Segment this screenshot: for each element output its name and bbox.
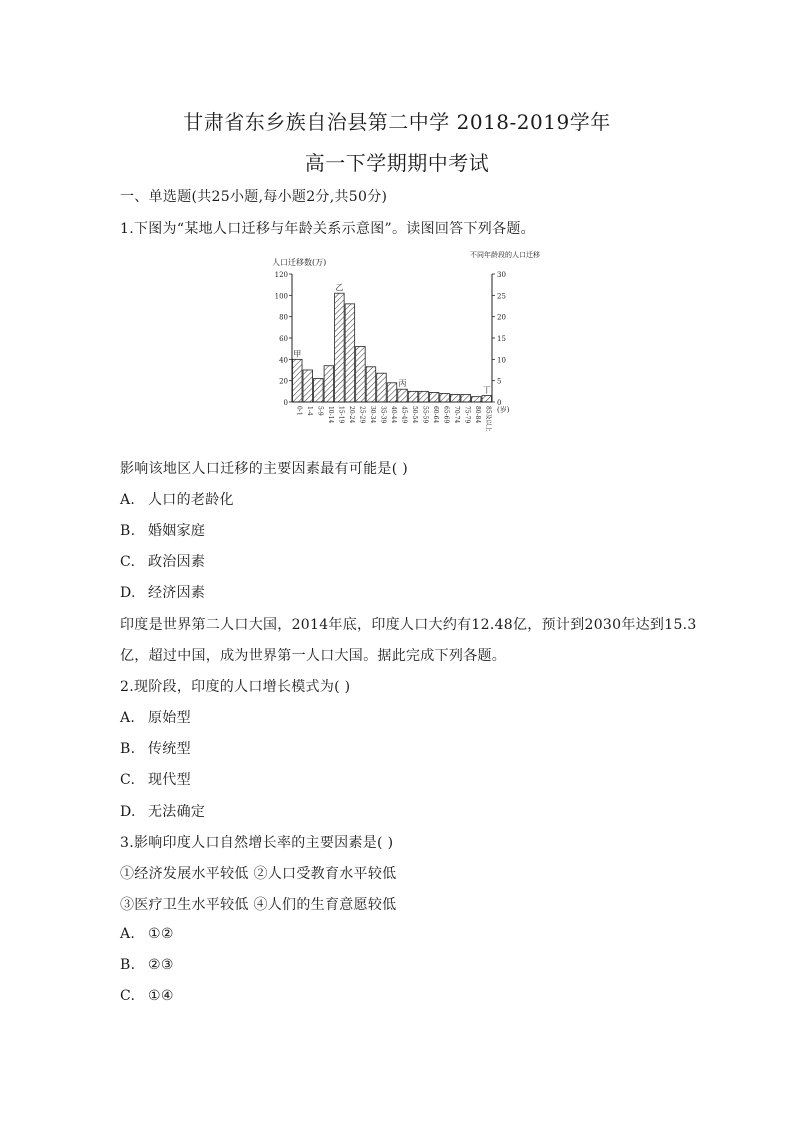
option-text: 原始型 <box>148 710 191 726</box>
chart-bar <box>345 304 355 402</box>
chart-left-tick-label: 60 <box>279 335 288 343</box>
chart-bar <box>293 359 303 402</box>
chart-annotation: 丁 <box>482 385 491 395</box>
chart-category-label: 25-29 <box>358 406 366 424</box>
chart-bar <box>450 395 460 402</box>
chart-left-tick-label: 80 <box>279 313 288 322</box>
chart-bar <box>440 393 450 402</box>
q1-option-c[interactable] <box>120 551 205 571</box>
option-text: 无法确定 <box>148 804 206 820</box>
option-text: 经济因素 <box>148 585 206 601</box>
chart-category-label: 0-1 <box>295 406 303 416</box>
chart-bar <box>387 383 397 402</box>
option-text: 人口的老龄化 <box>148 492 234 508</box>
chart-annotation: 丙 <box>398 379 407 389</box>
option-letter: B. <box>120 741 136 757</box>
exam-title-line1: 甘肃省东乡族自治县第二中学 2018-2019学年 <box>183 110 611 134</box>
chart-bar <box>419 391 429 402</box>
q3-option-c[interactable] <box>120 988 174 1004</box>
chart-annotation: 乙 <box>335 283 344 293</box>
chart-right-tick-label: 20 <box>497 313 506 322</box>
chart-bar <box>408 391 418 402</box>
chart-bar <box>429 392 439 402</box>
chart-bar <box>356 347 366 402</box>
q2-stem: 2.现阶段，印度的人口增长模式为( ) <box>120 679 351 695</box>
passage-line1: 印度是世界第二人口大国，2014年底，印度人口大约有12.48亿，预计到2030年达到15.3 <box>120 617 697 633</box>
q2-option-b[interactable] <box>120 738 191 758</box>
q1-option-a[interactable] <box>120 489 234 509</box>
option-letter: C. <box>120 554 136 570</box>
chart-category-label: 55-59 <box>421 406 429 424</box>
chart-bar <box>314 379 324 402</box>
chart-category-label: 75-79 <box>463 406 471 424</box>
chart-svg <box>270 249 540 444</box>
chart-left-tick-label: 100 <box>274 292 288 301</box>
chart-bar <box>471 397 481 402</box>
option-letter: C. <box>120 772 136 788</box>
chart-category-label: 20-24 <box>347 406 355 424</box>
chart-bar <box>461 395 471 402</box>
q2-option-a[interactable] <box>120 707 191 727</box>
option-letter: A. <box>120 926 136 942</box>
chart-right-tick-label: 25 <box>497 292 506 301</box>
chart-bar <box>377 373 387 402</box>
chart-right-axis-label: 不同年龄段的人口迁移 <box>470 251 540 259</box>
chart-category-label: 1-4 <box>305 406 313 416</box>
chart-bar <box>303 370 313 402</box>
q1-stem: 1.下图为“某地人口迁移与年龄关系示意图”。读图回答下列各题。 <box>120 221 535 237</box>
chart-left-tick-label: 20 <box>279 377 288 386</box>
q3-stem: 3.影响印度人口自然增长率的主要因素是( ) <box>120 835 394 851</box>
chart-left-tick-label: 40 <box>279 356 288 365</box>
q1-question: 影响该地区人口迁移的主要因素最有可能是( ) <box>120 461 408 477</box>
option-letter: D. <box>120 585 136 601</box>
option-letter: C. <box>120 988 136 1004</box>
q3-option-b[interactable] <box>120 957 174 973</box>
q2-option-d[interactable] <box>120 801 205 821</box>
q3-factors-line2: ③医疗卫生水平较低 ④人们的生育意愿较低 <box>120 897 397 913</box>
chart-category-label: 60-64 <box>432 406 440 424</box>
chart-right-tick-label: 5 <box>497 377 502 386</box>
chart-category-label: 5-9 <box>316 406 324 416</box>
chart-category-label: 85及以上 <box>484 406 492 432</box>
passage-line2: 亿，超过中国，成为世界第一人口大国。据此完成下列各题。 <box>120 648 507 664</box>
option-text: 传统型 <box>148 741 191 757</box>
chart-right-tick-label: 0 <box>497 399 502 407</box>
migration-age-chart <box>270 249 540 444</box>
q1-option-b[interactable] <box>120 520 205 540</box>
q2-option-c[interactable] <box>120 769 191 789</box>
option-letter: B. <box>120 957 136 973</box>
option-text: 现代型 <box>148 772 191 788</box>
chart-right-tick-label: 10 <box>497 356 506 365</box>
chart-bar <box>366 367 376 402</box>
chart-bar <box>335 293 345 402</box>
option-letter: B. <box>120 523 136 539</box>
chart-bar <box>482 396 492 402</box>
option-text: ①② <box>148 926 174 942</box>
chart-left-tick-label: 0 <box>283 399 288 407</box>
chart-category-label: 15-19 <box>337 406 345 424</box>
option-text: 政治因素 <box>148 554 206 570</box>
chart-right-tick-label: 30 <box>497 271 506 279</box>
option-text: ②③ <box>148 957 174 973</box>
chart-bar <box>324 366 334 402</box>
q1-option-d[interactable] <box>120 582 205 602</box>
chart-left-axis-label: 人口迁移数(万) <box>272 258 327 267</box>
chart-x-unit: (岁) <box>497 406 510 414</box>
exam-title-line2: 高一下学期期中考试 <box>304 151 490 175</box>
option-text: 婚姻家庭 <box>148 523 206 539</box>
option-letter: A. <box>120 492 136 508</box>
chart-category-label: 50-54 <box>411 406 419 424</box>
chart-category-label: 65-69 <box>442 406 450 424</box>
chart-category-label: 30-34 <box>368 406 376 424</box>
chart-category-label: 80-84 <box>474 406 482 424</box>
chart-category-label: 35-39 <box>379 406 387 424</box>
option-letter: A. <box>120 710 136 726</box>
chart-left-tick-label: 120 <box>274 271 288 279</box>
option-letter: D. <box>120 804 136 820</box>
chart-category-label: 40-44 <box>390 406 397 424</box>
q3-option-a[interactable] <box>120 926 174 942</box>
chart-category-label: 70-74 <box>453 406 461 424</box>
chart-right-tick-label: 15 <box>497 335 506 343</box>
chart-category-label: 10-14 <box>326 406 334 424</box>
section-heading: 一、单选题(共25小题,每小题2分,共50分) <box>120 189 388 205</box>
chart-annotation: 甲 <box>293 349 302 359</box>
chart-category-label: 45-49 <box>400 406 408 424</box>
q3-factors-line1: ①经济发展水平较低 ②人口受教育水平较低 <box>120 866 397 882</box>
chart-bar <box>398 389 408 402</box>
option-text: ①④ <box>148 988 174 1004</box>
